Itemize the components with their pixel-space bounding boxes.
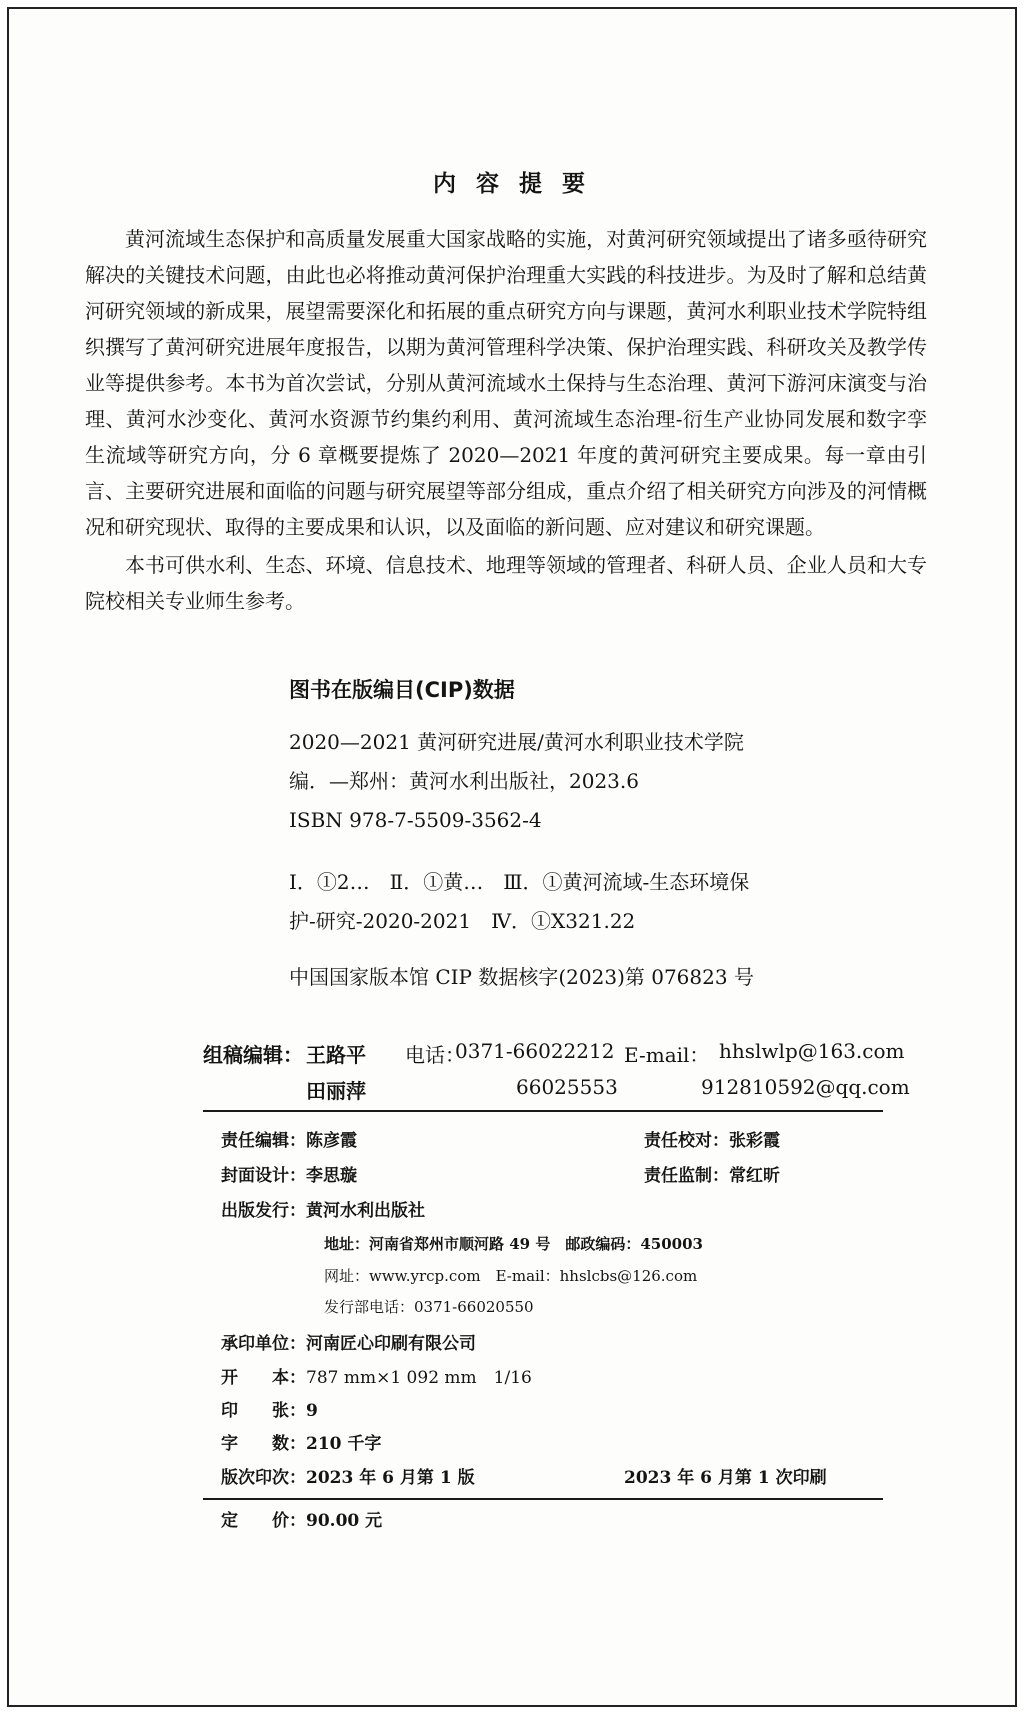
word-count: 字 数：210 千字	[221, 1434, 382, 1454]
copyright-page	[7, 7, 1017, 1707]
phone-label: 电话：	[405, 1043, 465, 1067]
editor-name-1: 王路平	[306, 1043, 366, 1067]
edition: 版次印次：2023 年 6 月第 1 版	[221, 1468, 475, 1488]
summary-paragraph-2: 本书可供水利、生态、环境、信息技术、地理等领域的管理者、科研人员、企业人员和大专院校相关专业师生参考。	[85, 553, 927, 613]
editors-label: 组稿编辑：	[203, 1043, 303, 1067]
format-value: 787 mm×1 092 mm 1/16	[306, 1368, 532, 1388]
publisher: 出版发行：黄河水利出版社	[221, 1201, 425, 1221]
proofreader: 责任校对：张彩霞	[644, 1131, 780, 1151]
email-label: E-mail：	[624, 1043, 710, 1067]
publisher-website: 网址：www.yrcp.com E-mail：hhslcbs@126.com	[324, 1267, 698, 1285]
email-1: hhslwlp@163.com	[719, 1039, 905, 1063]
responsible-editor: 责任编辑：陈彦霞	[221, 1131, 357, 1151]
email-2: 912810592@qq.com	[701, 1075, 910, 1099]
cip-record-number: 中国国家版本馆 CIP 数据核字(2023)第 076823 号	[289, 965, 754, 989]
printed-sheets: 印 张：9	[221, 1401, 318, 1421]
publisher-address: 地址：河南省郑州市顺河路 49 号 邮政编码：450003	[324, 1235, 703, 1253]
distribution-phone: 发行部电话：0371-66020550	[324, 1298, 534, 1316]
cip-line-2: 编．—郑州：黄河水利出版社，2023.6	[289, 769, 639, 793]
phone-1: 0371-66022212	[455, 1039, 615, 1063]
printing: 2023 年 6 月第 1 次印刷	[624, 1468, 827, 1488]
format-label: 开 本：	[221, 1368, 306, 1388]
divider-bottom	[203, 1498, 883, 1500]
cip-line-5: 护-研究-2020-2021 Ⅳ．①X321.22	[289, 909, 636, 933]
price: 定 价：90.00 元	[221, 1511, 383, 1531]
cip-isbn: ISBN 978-7-5509-3562-4	[289, 808, 542, 832]
summary-paragraph-1: 黄河流域生态保护和高质量发展重大国家战略的实施，对黄河研究领域提出了诸多亟待研究解决的关键技术问题，由此也必将推动黄河保护治理重大实践的科技进步。为及时了解和总结黄河研究领域的新成果，展望需要深化和拓展的重点研究方向与课题，黄河水利职业技术学院特组织撰写了黄河研究进展年度报告，以期为黄河管理科学决策、保护治理实践、科研攻关及教学传业等提供参考。本书为首次尝试，分别从黄河流域水土保持与生态治理、黄河下游河床演变与治理、黄河水沙变化、黄河水资源节约集约利用、黄河流域生态治理-衍生产业协同发展和数字孪生流域等研究方向，分 6 章概要提炼了 2020—2021 年度的黄河研究主要成果。每一章由引言、主要研究进展和面临的问题与研究展望等部分组成，重点介绍了相关研究方向涉及的河情概况和研究现状、取得的主要成果和认识，以及面临的新问题、应对建议和研究课题。	[85, 227, 927, 539]
summary-title: 内 容 提 要	[432, 171, 592, 197]
cip-line-4: Ⅰ．①2… Ⅱ．①黄… Ⅲ．①黄河流域-生态环境保	[289, 870, 750, 894]
printer: 承印单位：河南匠心印刷有限公司	[221, 1334, 476, 1354]
cip-line-1: 2020—2021 黄河研究进展/黄河水利职业技术学院	[289, 730, 744, 754]
divider-top	[203, 1110, 883, 1112]
cip-title: 图书在版编目(CIP)数据	[289, 678, 515, 702]
cover-design: 封面设计：李思璇	[221, 1166, 357, 1186]
editor-name-2: 田丽萍	[306, 1079, 366, 1103]
format	[221, 1363, 532, 1388]
supervisor: 责任监制：常红昕	[644, 1166, 780, 1186]
phone-2: 66025553	[516, 1075, 618, 1099]
